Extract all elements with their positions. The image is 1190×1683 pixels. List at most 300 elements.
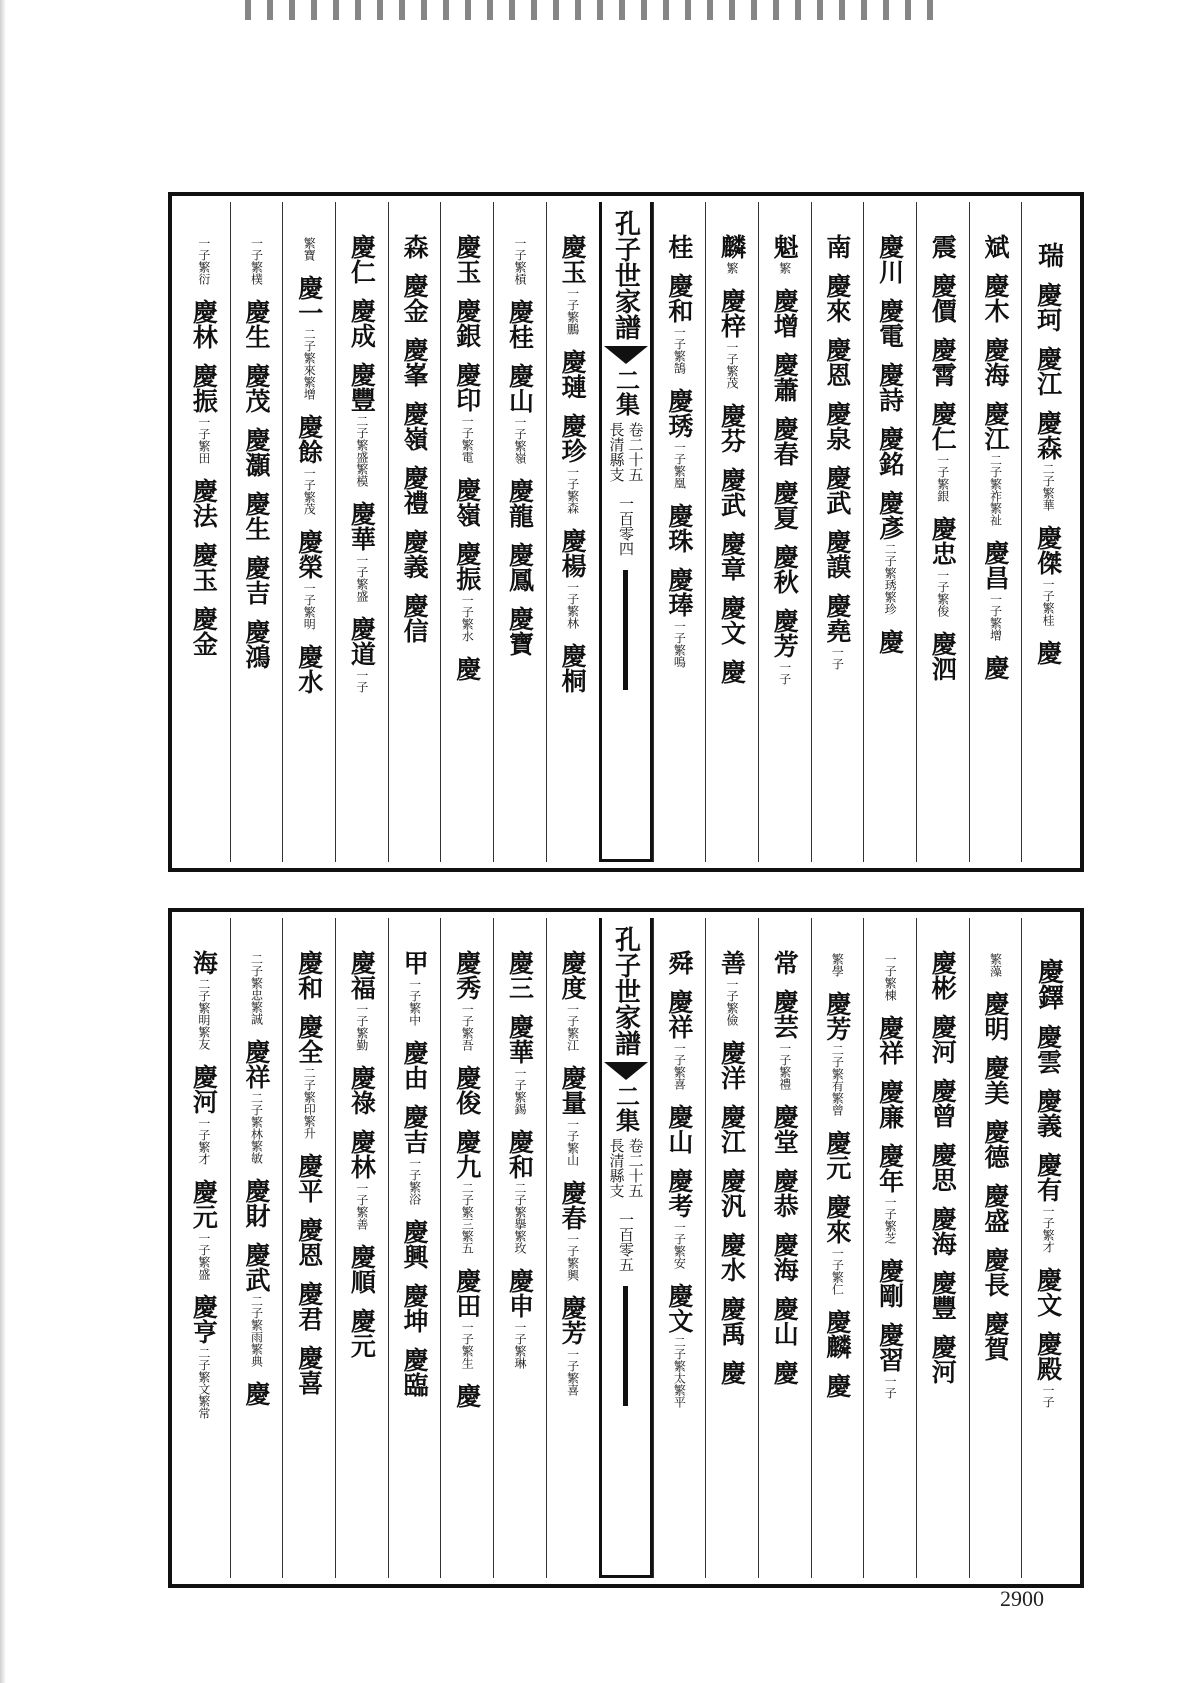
genealogy-column [388, 202, 441, 862]
person-name: 慶璉 [558, 349, 588, 399]
person-name: 慶洋 [717, 1040, 747, 1090]
children-note: 一子繁生 [460, 1321, 475, 1369]
person-name: 慶 [770, 1360, 800, 1385]
children-note: 繁 [725, 262, 740, 274]
person-entry [876, 490, 905, 615]
person-entry [242, 491, 271, 541]
person-entry [1034, 410, 1063, 511]
person-name: 慶恭 [770, 1168, 800, 1218]
person-entry [770, 234, 799, 274]
children-note: 二子繁忠繁誠 [249, 953, 264, 1025]
person-name: 慶長 [980, 1247, 1010, 1297]
branch-name: 長清縣支 [607, 1138, 626, 1198]
person-entry [665, 388, 694, 489]
person-name: 慶法 [189, 478, 219, 528]
person-entry [242, 619, 271, 669]
person-entry [718, 403, 747, 453]
person-entry [981, 234, 1010, 259]
person-entry [981, 1311, 1010, 1361]
genealogy-column [546, 202, 599, 862]
person-entry [928, 1014, 957, 1064]
children-note: 一子繁銀 [935, 454, 950, 502]
person-name: 慶麟 [822, 1309, 852, 1359]
person-name: 慶山 [664, 1104, 694, 1154]
person-entry [823, 234, 852, 259]
leaf-number: 一百零四 [617, 496, 635, 556]
person-name: 慶川 [875, 234, 905, 284]
person-entry [242, 363, 271, 413]
person-entry [189, 1064, 218, 1165]
genealogy-column [863, 202, 916, 862]
center-title-strip [599, 918, 653, 1578]
person-entry [189, 950, 218, 1050]
person-entry [1034, 1267, 1063, 1317]
person-entry [347, 1308, 376, 1358]
person-name: 桂 [664, 234, 694, 259]
person-entry [1034, 282, 1063, 332]
children-note: 一子繁鵬 [565, 287, 580, 335]
person-entry [242, 427, 271, 477]
person-entry [453, 656, 482, 681]
person-entry [718, 1360, 747, 1385]
person-entry [883, 950, 897, 1001]
children-note: 一子繁善 [354, 1182, 369, 1230]
fishtail-mark [604, 1062, 648, 1080]
person-entry [665, 1283, 694, 1408]
children-note: 一子 [830, 646, 845, 670]
person-entry [400, 1347, 429, 1397]
person-entry [558, 950, 587, 1051]
children-note: 一子繁茂 [725, 341, 740, 389]
person-entry [453, 477, 482, 527]
person-entry [1034, 1024, 1063, 1074]
person-entry [718, 595, 747, 645]
genealogy-column [440, 202, 493, 862]
person-name: 慶 [452, 656, 482, 681]
person-name: 慶臨 [400, 1347, 430, 1397]
person-entry [770, 1168, 799, 1218]
person-name: 慶詩 [875, 362, 905, 412]
person-entry [770, 608, 799, 685]
children-note: 一子繁安 [672, 1221, 687, 1269]
person-name: 慶由 [400, 1040, 430, 1090]
children-note: 一子繁仁 [830, 1247, 845, 1295]
person-name: 慶珍 [558, 413, 588, 463]
person-entry [347, 362, 376, 487]
person-entry [770, 950, 799, 975]
children-note: 二子繁印繁升 [302, 1067, 317, 1139]
person-entry [505, 1129, 534, 1254]
person-entry [295, 1281, 324, 1331]
person-entry [453, 950, 482, 1051]
children-note: 二子繁華 [1041, 463, 1056, 511]
person-entry [1034, 346, 1063, 396]
person-name: 慶殿 [1033, 1331, 1063, 1381]
person-entry [876, 426, 905, 476]
person-entry [718, 950, 747, 1026]
person-entry [928, 1206, 957, 1256]
center-title-strip [599, 202, 653, 862]
book-title: 孔子世家譜 [610, 926, 641, 1056]
person-entry [718, 531, 747, 581]
person-name: 慶武 [822, 465, 852, 515]
person-name: 慶森 [1033, 410, 1063, 460]
columns-bottom [178, 918, 1074, 1578]
person-entry [876, 298, 905, 348]
children-note: 一子繁鳴 [672, 620, 687, 668]
children-note: 一子繁才 [196, 1117, 211, 1165]
person-name: 慶春 [558, 1180, 588, 1230]
person-name: 慶嶺 [400, 401, 430, 451]
person-entry [453, 298, 482, 348]
genealogy-column [230, 202, 283, 862]
person-entry [400, 273, 429, 323]
children-note: 一子繁棟 [883, 953, 898, 1001]
person-entry [718, 1040, 747, 1090]
person-name: 慶量 [558, 1065, 588, 1115]
person-name: 慶元 [822, 1130, 852, 1180]
person-name: 震 [928, 234, 958, 259]
collection-label: 二集 [611, 368, 641, 416]
person-entry [347, 1244, 376, 1294]
genealogy-column [493, 918, 546, 1578]
person-name: 慶思 [928, 1142, 958, 1192]
children-note: 一子 [1041, 1384, 1056, 1408]
person-entry [505, 1268, 534, 1369]
person-name: 慶 [875, 629, 905, 654]
person-name: 慶楊 [558, 528, 588, 578]
person-name: 慶順 [347, 1244, 377, 1294]
person-entry [876, 1015, 905, 1065]
person-name: 慶芳 [770, 608, 800, 658]
fishtail-mark [604, 346, 648, 364]
children-note: 一子繁禮 [777, 1042, 792, 1090]
genealogy-column [178, 202, 230, 862]
children-note: 一子繁盛 [354, 554, 369, 602]
person-name: 慶秀 [452, 950, 482, 1000]
person-entry [250, 234, 264, 285]
person-entry [876, 1258, 905, 1308]
person-name: 甲 [400, 950, 430, 975]
person-entry [876, 1143, 905, 1244]
person-entry [400, 950, 429, 1026]
children-note: 一子繁森 [565, 466, 580, 514]
person-name: 慶文 [664, 1283, 694, 1333]
person-entry [558, 528, 587, 629]
person-name: 慶成 [347, 298, 377, 348]
person-entry [823, 337, 852, 387]
children-note: 一子繁江 [565, 1003, 580, 1051]
person-entry [505, 1014, 534, 1115]
person-entry [453, 234, 482, 284]
person-entry [665, 989, 694, 1090]
person-name: 慶豐 [928, 1270, 958, 1320]
person-entry [558, 234, 587, 335]
person-name: 慶祿 [347, 1065, 377, 1115]
person-entry [1034, 640, 1063, 665]
person-name: 慶仁 [928, 401, 958, 451]
book-title: 孔子世家譜 [610, 210, 641, 340]
person-name: 慶鳳 [505, 542, 535, 592]
genealogy-column [230, 918, 283, 1578]
person-entry [770, 989, 799, 1090]
person-name: 慶忠 [928, 516, 958, 566]
person-name: 慶信 [400, 593, 430, 643]
person-entry [347, 501, 376, 602]
person-entry [718, 288, 747, 389]
person-entry [400, 1283, 429, 1333]
person-entry [718, 1232, 747, 1282]
person-entry [928, 273, 957, 323]
person-name: 慶海 [770, 1232, 800, 1282]
top-scan-artifact [245, 0, 945, 20]
person-entry [453, 541, 482, 642]
person-name: 慶平 [294, 1153, 324, 1203]
person-entry [250, 950, 264, 1025]
children-note: 一子繁山 [565, 1118, 580, 1166]
person-name: 慶財 [242, 1178, 272, 1228]
person-name: 瑞 [1033, 242, 1064, 268]
person-name: 慶 [717, 1360, 747, 1385]
person-entry [665, 503, 694, 553]
person-name: 慶生 [242, 299, 272, 349]
person-name: 慶玉 [189, 542, 219, 592]
person-name: 慶夏 [770, 480, 800, 530]
person-name: 慶堯 [822, 593, 852, 643]
person-name: 慶茂 [242, 363, 272, 413]
person-name: 慶習 [875, 1322, 905, 1372]
person-name: 慶 [1033, 640, 1063, 665]
children-note: 繁藻 [988, 953, 1003, 977]
person-entry [823, 1194, 852, 1295]
person-name: 慶霄 [928, 337, 958, 387]
scan-edge [0, 0, 6, 1683]
person-entry [876, 1322, 905, 1399]
children-note: 繁寶 [302, 237, 317, 261]
person-name: 慶祥 [664, 989, 694, 1039]
person-name: 慶君 [294, 1281, 324, 1331]
person-name: 麟 [717, 234, 747, 259]
person-name: 慶鐸 [1033, 958, 1064, 1010]
children-note: 二子繁林繁敏 [249, 1092, 264, 1164]
person-name: 慶仁 [347, 234, 377, 284]
person-name: 慶義 [1033, 1088, 1063, 1138]
person-name: 舜 [664, 950, 694, 975]
person-name: 慶來 [822, 273, 852, 323]
children-note: 一子繁錫 [512, 1067, 527, 1115]
children-note: 繁學 [830, 953, 845, 977]
person-name: 慶銘 [875, 426, 905, 476]
person-name: 慶亨 [189, 1294, 219, 1344]
person-name: 慶河 [928, 1334, 958, 1384]
person-name: 慶剛 [875, 1258, 905, 1308]
person-entry [823, 1373, 852, 1398]
person-name: 慶山 [505, 363, 535, 413]
person-name: 慶江 [717, 1104, 747, 1154]
person-name: 慶祥 [875, 1015, 905, 1065]
person-entry [665, 950, 694, 975]
person-name: 慶芸 [770, 989, 800, 1039]
person-name: 慶彥 [875, 490, 905, 540]
person-entry [453, 1268, 482, 1369]
person-name: 慶汎 [717, 1168, 747, 1218]
person-entry [770, 416, 799, 466]
person-name: 慶賀 [980, 1311, 1010, 1361]
person-entry [770, 1360, 799, 1385]
person-entry [400, 593, 429, 643]
children-note: 一子繁茂 [302, 467, 317, 515]
children-note: 一子 [354, 669, 369, 693]
children-note: 一子 [883, 1375, 898, 1399]
person-entry [718, 234, 747, 274]
person-name: 慶華 [505, 1014, 535, 1064]
children-note: 一子繁喜 [672, 1042, 687, 1090]
person-entry [295, 1014, 324, 1139]
person-name: 慶豐 [347, 362, 377, 412]
person-name: 慶增 [770, 288, 800, 338]
person-entry [718, 1296, 747, 1346]
person-entry [453, 1129, 482, 1254]
genealogy-column [916, 918, 969, 1578]
person-entry [928, 1270, 957, 1320]
person-entry [505, 606, 534, 656]
person-name: 慶武 [242, 1242, 272, 1292]
genealogy-column [811, 918, 864, 1578]
person-name: 慶餘 [294, 414, 324, 464]
children-note: 一子繁凰 [672, 441, 687, 489]
person-name: 慶華 [347, 501, 377, 551]
person-name: 森 [400, 234, 430, 259]
person-entry [189, 363, 218, 464]
person-name: 慶雲 [1033, 1024, 1063, 1074]
person-entry [876, 629, 905, 654]
person-entry [189, 542, 218, 592]
genealogy-column [969, 918, 1022, 1578]
person-name: 慶寶 [505, 606, 535, 656]
person-entry [295, 644, 324, 694]
person-entry [770, 1296, 799, 1346]
person-entry [189, 299, 218, 349]
person-entry [665, 273, 694, 374]
person-entry [558, 413, 587, 514]
person-entry [1034, 1088, 1063, 1138]
person-entry [558, 1295, 587, 1396]
person-entry [823, 1309, 852, 1359]
person-name: 慶廉 [875, 1079, 905, 1129]
children-note: 二子繁來繁增 [302, 328, 317, 400]
children-note: 一子繁明 [302, 582, 317, 630]
person-name: 慶秋 [770, 544, 800, 594]
person-name: 慶章 [717, 531, 747, 581]
person-entry [981, 273, 1010, 323]
person-entry [928, 950, 957, 1000]
person-entry [1034, 242, 1063, 268]
person-name: 慶龍 [505, 478, 535, 528]
strip-bottom-rule [602, 859, 650, 862]
person-name: 慶美 [980, 1055, 1010, 1105]
person-entry [1034, 1331, 1063, 1408]
person-name: 慶振 [452, 541, 482, 591]
children-note: 一子繁盛 [196, 1232, 211, 1280]
person-entry [347, 1065, 376, 1115]
person-entry [295, 1217, 324, 1267]
person-name: 慶禹 [717, 1296, 747, 1346]
person-name: 慶生 [242, 491, 272, 541]
genealogy-column [1021, 918, 1074, 1578]
person-name: 慶海 [980, 337, 1010, 387]
genealogy-column [653, 202, 706, 862]
person-entry [242, 555, 271, 605]
person-entry [981, 1247, 1010, 1297]
person-name: 慶芳 [558, 1295, 588, 1345]
person-entry [347, 950, 376, 1051]
person-name: 慶福 [347, 950, 377, 1000]
person-name: 慶林 [189, 299, 219, 349]
person-entry [242, 1178, 271, 1228]
person-entry [400, 401, 429, 451]
person-entry [665, 234, 694, 259]
person-name: 慶琇 [664, 388, 694, 438]
person-name: 慶吉 [400, 1104, 430, 1154]
person-entry [347, 234, 376, 284]
person-name: 慶振 [189, 363, 219, 413]
person-entry [189, 478, 218, 528]
genealogy-column [653, 918, 706, 1578]
person-name: 慶金 [400, 273, 430, 323]
person-entry [453, 1383, 482, 1408]
children-note: 一子繁儉 [725, 978, 740, 1026]
children-note: 一子繁琳 [512, 1321, 527, 1369]
person-entry [505, 299, 534, 349]
person-name: 慶 [822, 1373, 852, 1398]
person-entry [242, 1039, 271, 1164]
person-entry [400, 337, 429, 387]
children-note: 一子繁浴 [407, 1157, 422, 1205]
person-entry [718, 467, 747, 517]
person-name: 慶恩 [294, 1217, 324, 1267]
person-entry [505, 478, 534, 528]
person-entry [823, 991, 852, 1116]
person-name: 慶申 [505, 1268, 535, 1318]
person-entry [558, 1180, 587, 1281]
person-name: 慶珂 [1033, 282, 1063, 332]
person-entry [400, 465, 429, 515]
person-entry [770, 480, 799, 530]
person-entry [928, 1334, 957, 1384]
person-entry [242, 299, 271, 349]
person-name: 慶春 [770, 416, 800, 466]
person-entry [558, 349, 587, 399]
person-entry [928, 1142, 957, 1192]
person-name: 慶禮 [400, 465, 430, 515]
person-name: 慶恩 [822, 337, 852, 387]
person-name: 常 [770, 950, 800, 975]
person-name: 慶武 [717, 467, 747, 517]
person-name: 海 [189, 950, 219, 975]
person-entry [823, 593, 852, 670]
person-name: 慶一 [294, 275, 324, 325]
strip-bottom-rule [602, 1575, 650, 1578]
person-entry [400, 234, 429, 259]
person-entry [928, 1078, 957, 1128]
person-name: 慶山 [770, 1296, 800, 1346]
genealogy-column [282, 202, 335, 862]
children-note: 二子繁擧繁玫 [512, 1182, 527, 1254]
person-name: 慶河 [189, 1064, 219, 1114]
person-entry [1034, 525, 1063, 626]
person-name: 慶桂 [505, 299, 535, 349]
children-note: 一子繁衍 [196, 237, 211, 285]
